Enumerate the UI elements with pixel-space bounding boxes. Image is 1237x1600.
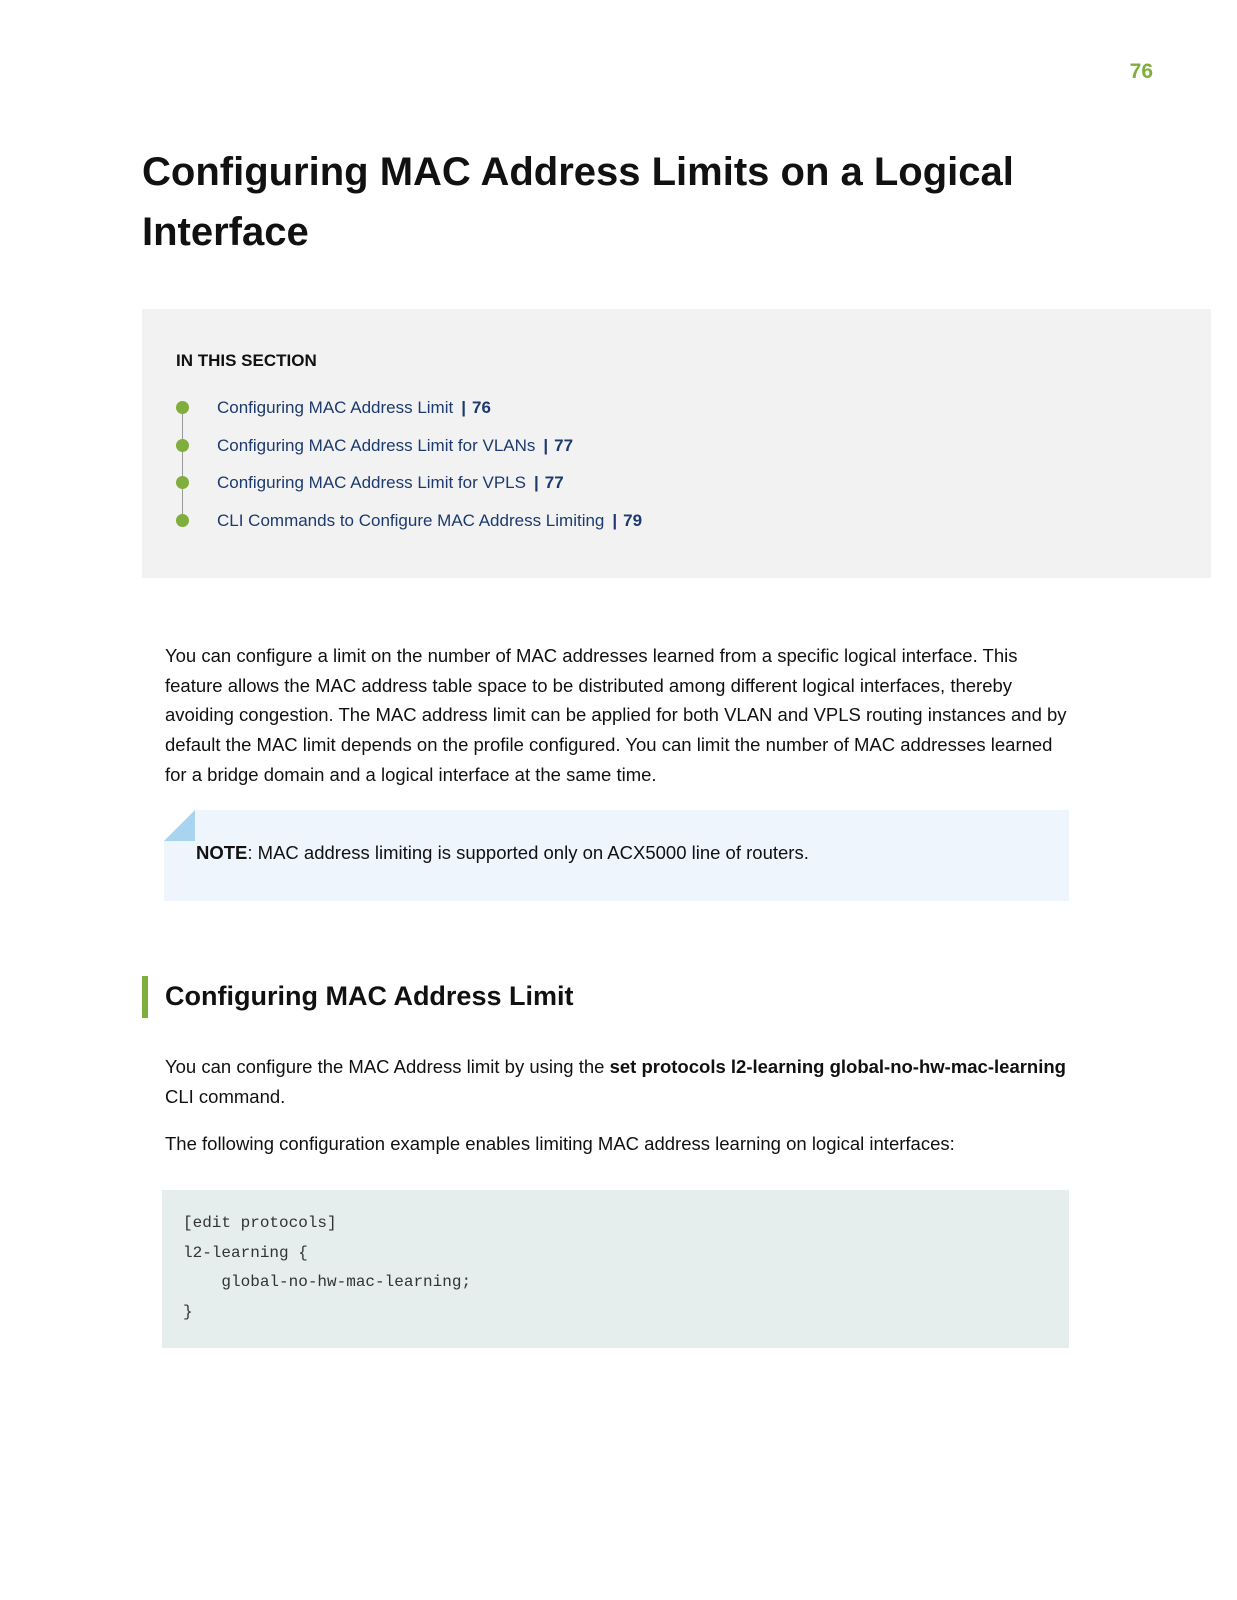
toc-heading: IN THIS SECTION [176,351,317,370]
note-body: : MAC address limiting is supported only on ACX5000 line of routers. [247,842,809,863]
toc-link-label: Configuring MAC Address Limit [217,398,454,417]
toc-separator: | [543,435,549,455]
toc-link-mac-limit-vpls[interactable] [217,469,564,497]
toc-page-number: 79 [623,510,643,530]
section-accent-bar [142,976,148,1018]
note-label: NOTE [196,842,248,863]
note-text [196,839,809,867]
bullet-dot-icon [176,476,189,489]
section-paragraph: The following configuration example enables limiting MAC address learning on logical interfaces: [165,1133,955,1154]
toc-link-cli-commands[interactable] [217,507,642,535]
page-number: 76 [1129,60,1153,83]
toc-link-mac-limit-vlans[interactable] [217,432,573,460]
toc-connector-line [182,410,183,522]
toc-link-label: Configuring MAC Address Limit for VPLS [217,473,526,492]
toc-box [142,309,1211,578]
toc-page-number: 77 [554,435,574,455]
toc-link-mac-address-limit[interactable] [217,394,491,422]
toc-page-number: 77 [544,473,564,492]
section-paragraph [165,1052,1070,1111]
toc-link-label: CLI Commands to Configure MAC Address Limiting [217,510,605,530]
toc-link-label: Configuring MAC Address Limit for VLANs [217,435,536,455]
note-box [164,810,1069,901]
page-title: Configuring MAC Address Limits on a Logical Interface [142,150,1014,254]
bullet-dot-icon [176,439,189,452]
toc-page-number: 76 [471,398,491,417]
section-title: Configuring MAC Address Limit [165,981,574,1011]
code-block [162,1190,1069,1348]
cli-command: set protocols l2-learning global-no-hw-mac-learning [609,1056,1066,1077]
toc-separator: | [533,473,539,492]
paragraph-text: CLI command. [165,1085,286,1107]
toc-separator: | [612,510,618,530]
code-text: [edit protocols] l2-learning { global-no-hw-mac-learning; } [183,1214,472,1322]
intro-paragraph: You can configure a limit on the number of MAC addresses learned from a specific logical interface. This feature allows the MAC address table space to be distributed among different logical interfaces, thereby avoiding congestion. The MAC address limit can be applied for both VLAN and VPLS routing instances and by default the MAC limit depends on the profile configured. You can limit the number of MAC addresses learned for a bridge domain and a logical interface at the same time. [165,645,1067,785]
paragraph-text: You can configure the MAC Address limit by using the [165,1056,610,1077]
toc-separator: | [461,398,466,417]
bullet-dot-icon [176,401,189,414]
note-fold-icon [164,810,195,841]
bullet-dot-icon [176,514,189,527]
